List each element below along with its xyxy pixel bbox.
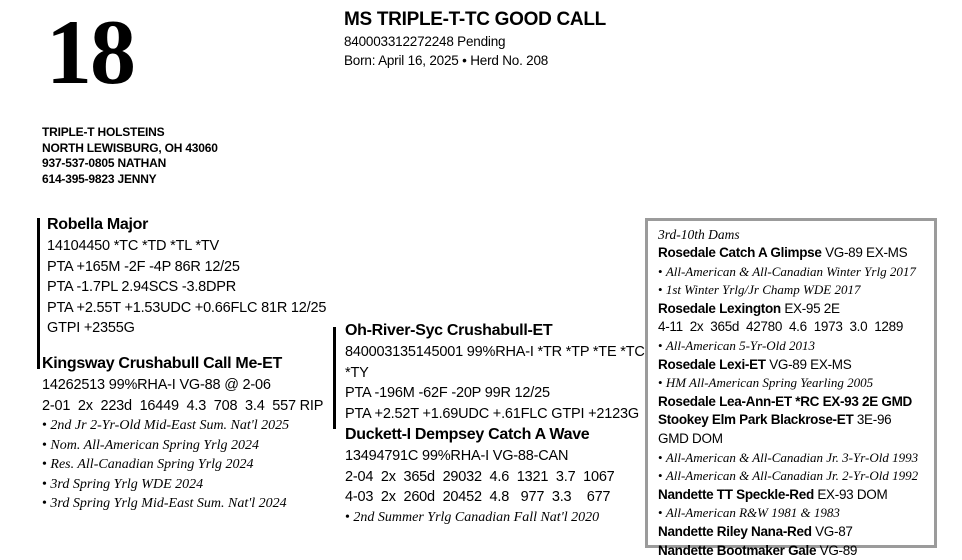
dam-award: • 3rd Spring Yrlg Mid-East Sum. Nat'l 2024 xyxy=(42,494,342,514)
dam-entry-award: • All-American R&W 1981 & 1983 xyxy=(658,504,924,523)
sire-pedigree-bar xyxy=(37,218,40,369)
maternal-line-block xyxy=(345,320,645,527)
dam-entry-name: Rosedale Lexington xyxy=(658,301,781,316)
dam-entry-name: Rosedale Catch A Glimpse xyxy=(658,245,822,260)
dam-entry xyxy=(658,411,924,448)
consignor-address: NORTH LEWISBURG, OH 43060 xyxy=(42,141,218,157)
sire-name: Robella Major xyxy=(47,214,337,236)
dam-entry-name: Nandette TT Speckle-Red xyxy=(658,487,814,502)
dam-entry-award: • All-American & All-Canadian Winter Yrlg 2017 xyxy=(658,263,924,282)
dam-entry-name: Stookey Elm Park Blackrose-ET xyxy=(658,412,853,427)
dam-block xyxy=(42,353,342,514)
sire-pta-line: PTA -1.7PL 2.94SCS -3.8DPR xyxy=(47,277,337,298)
dam-entry-award: • HM All-American Spring Yearling 2005 xyxy=(658,374,924,393)
dam-entry-award: • All-American & All-Canadian Jr. 3-Yr-Old 1993 xyxy=(658,449,924,468)
dam-entry-rating: VG-89 xyxy=(820,543,858,558)
second-dam-record-line: 4-03 2x 260d 20452 4.8 977 3.3 677 xyxy=(345,487,645,508)
dam-entry-name: Rosedale Lea-Ann-ET *RC EX-93 2E GMD xyxy=(658,394,912,409)
sire-pta-line: PTA +2.55T +1.53UDC +0.66FLC 81R 12/25 xyxy=(47,298,337,319)
dam-entry-rating: EX-95 2E xyxy=(784,301,839,316)
dam-entry-award: • All-American 5-Yr-Old 2013 xyxy=(658,337,924,356)
dam-sire-id-line: 840003135145001 99%RHA-I *TR *TP *TE *TC *TY xyxy=(345,342,645,383)
dam-award: • Nom. All-American Spring Yrlg 2024 xyxy=(42,436,342,456)
second-dam-award: • 2nd Summer Yrlg Canadian Fall Nat'l 2020 xyxy=(345,508,645,528)
born-line: Born: April 16, 2025 • Herd No. 208 xyxy=(344,51,764,70)
header xyxy=(344,8,764,70)
sire-pta-line: PTA +165M -2F -4P 86R 12/25 xyxy=(47,257,337,278)
dam-entry-name: Nandette Riley Nana-Red xyxy=(658,524,812,539)
sire-gtpi-line: GTPI +2355G xyxy=(47,318,337,339)
second-dam-id-line: 13494791C 99%RHA-I VG-88-CAN xyxy=(345,446,645,467)
dam-entry-award: • All-American & All-Canadian Jr. 2-Yr-Old 1992 xyxy=(658,467,924,486)
dam-award: • 3rd Spring Yrlg WDE 2024 xyxy=(42,475,342,495)
dam-entry-rating: EX-93 DOM xyxy=(817,487,887,502)
lot-number: 18 xyxy=(46,6,134,98)
dam-name: Kingsway Crushabull Call Me-ET xyxy=(42,353,342,375)
dam-entry-rating: VG-89 EX-MS xyxy=(825,245,907,260)
dam-entry-name: Nandette Bootmaker Gale xyxy=(658,543,816,558)
dam-award: • 2nd Jr 2-Yr-Old Mid-East Sum. Nat'l 2025 xyxy=(42,416,342,436)
dam-entry-record: 4-11 2x 365d 42780 4.6 1973 3.0 1289 xyxy=(658,318,924,337)
consignor-phone-2: 614-395-9823 JENNY xyxy=(42,172,218,188)
dam-record-line: 2-01 2x 223d 16449 4.3 708 3.4 557 RIP xyxy=(42,396,342,417)
animal-name: MS TRIPLE-T-TC GOOD CALL xyxy=(344,8,764,32)
dam-sire-pta-line: PTA -196M -62F -20P 99R 12/25 xyxy=(345,383,645,404)
sire-block xyxy=(47,214,337,339)
consignor-block xyxy=(42,125,218,187)
consignor-name: TRIPLE-T HOLSTEINS xyxy=(42,125,218,141)
dam-entry-rating: 3E-96 GMD DOM xyxy=(658,412,895,446)
dams-box-title: 3rd-10th Dams xyxy=(658,226,924,244)
second-dam-name: Duckett-I Dempsey Catch A Wave xyxy=(345,424,645,446)
dam-entry xyxy=(658,244,924,263)
dam-entry-award: • 1st Winter Yrlg/Jr Champ WDE 2017 xyxy=(658,281,924,300)
dam-entry xyxy=(658,523,924,542)
dam-entry-name: Rosedale Lexi-ET xyxy=(658,357,766,372)
dam-entry xyxy=(658,393,924,412)
dams-box xyxy=(645,218,937,548)
registration-line: 840003312272248 Pending xyxy=(344,32,764,51)
dam-entry-rating: VG-89 EX-MS xyxy=(769,357,851,372)
dam-sire-pta-line: PTA +2.52T +1.69UDC +.61FLC GTPI +2123G xyxy=(345,404,645,425)
dam-award: • Res. All-Canadian Spring Yrlg 2024 xyxy=(42,455,342,475)
dam-sire-name: Oh-River-Syc Crushabull-ET xyxy=(345,320,645,342)
dam-entry-rating: VG-87 xyxy=(815,524,853,539)
dam-id-line: 14262513 99%RHA-I VG-88 @ 2-06 xyxy=(42,375,342,396)
second-dam-record-line: 2-04 2x 365d 29032 4.6 1321 3.7 1067 xyxy=(345,467,645,488)
dam-entry xyxy=(658,300,924,319)
dam-entry xyxy=(658,542,924,560)
consignor-phone-1: 937-537-0805 NATHAN xyxy=(42,156,218,172)
dam-entry xyxy=(658,486,924,505)
dam-entry xyxy=(658,356,924,375)
sire-id-line: 14104450 *TC *TD *TL *TV xyxy=(47,236,337,257)
